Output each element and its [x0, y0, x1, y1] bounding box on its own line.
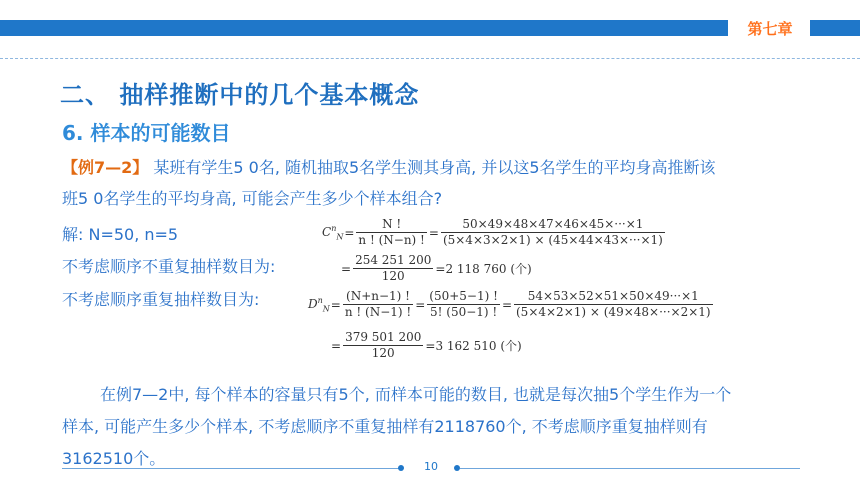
example-text-2: 班5 0名学生的平均身高, 可能会产生多少个样本组合? [62, 189, 443, 208]
conclusion-line-3: 3162510个。 [62, 449, 166, 468]
formula2-result-frac: $\frac{379 501 200}{120}$ [345, 330, 422, 360]
formula1-frac-2: $\frac{50\times 49\times 48\times 47\times 46\times 45\times\cdot\cdot\cdot\times 1}{(5\times 4\times 3\times 2\times 1) \times (45\times 44\times 43\times\cdot\cdot\cdot\times 1)}$ [442, 217, 663, 247]
footer-dot-left [398, 465, 404, 471]
example-line-1 [62, 155, 716, 178]
conclusion-line-2: 样本, 可能产生多少个样本, 不考虑顺序不重复抽样有2118760个, 不考虑顺序重复抽样则有 [62, 417, 708, 436]
section-title: 二、 抽样推断中的几个基本概念 [60, 81, 420, 109]
chapter-label: 第七章 [747, 20, 793, 38]
subsection-title: 6. 样本的可能数目 [62, 121, 231, 145]
repeat-label: 不考虑顺序重复抽样数目为: [62, 290, 260, 309]
formula2-frac-1: $\frac{(N+n-1) !}{n ! (N-1) !}$ [344, 289, 412, 319]
formula2-symbol: $D^n_N$ [308, 295, 330, 314]
example-tag: 【例7—2】 [62, 158, 149, 177]
formula-repeat-result: = $\frac{379 501 200}{120}$ =3 162 510 (个) [331, 330, 522, 360]
formula-combination: $C^n_N=$ $\frac{N !}{n ! (N-n) !}$ = $\frac{50\times 49\times 48\times 47\times 46\times 45\times\cdot\cdot\cdot\times 1}{(5\times 4\times 3\times 2\times 1) \times (45\times 44\times 43\times\cdot\cdot\cdot\times 1)}$ [322, 217, 663, 247]
formula1-frac-1: $\frac{N !}{n ! (N-n) !}$ [358, 217, 425, 247]
conclusion-line-1: 在例7—2中, 每个样本的容量只有5个, 而样本可能的数目, 也就是每次抽5个学生作为一个 [100, 385, 732, 404]
no-repeat-label: 不考虑顺序不重复抽样数目为: [62, 257, 276, 276]
solution-given: 解: N=50, n=5 [62, 225, 179, 244]
footer-line-right [460, 468, 800, 469]
formula1-result-frac: $\frac{254 251 200}{120}$ [355, 253, 432, 283]
formula1-symbol: $C^n_N$ [322, 223, 344, 242]
page-number: 10 [424, 460, 438, 473]
header-divider [0, 58, 860, 59]
formula2-frac-2: $\frac{(50+5-1) !}{5! (50-1) !}$ [429, 289, 498, 319]
footer-line-left [62, 468, 400, 469]
formula2-frac-3: $\frac{54\times 53\times 52\times 51\times 50\times 49\cdot\cdot\cdot\times 1}{(5\times 4\times 2\times 1) \times (49\times 48\times\cdot\cdot\cdot\times 2\times 1)}$ [516, 289, 711, 319]
example-text-1: 某班有学生5 0名, 随机抽取5名学生测其身高, 并以这5名学生的平均身高推断该 [148, 158, 716, 177]
header-bar-left [0, 20, 728, 36]
header-bar-right [810, 20, 860, 36]
formula-combination-result: = $\frac{254 251 200}{120}$ =2 118 760 (个) [341, 253, 532, 283]
formula-repeat: $D^n_N=$ $\frac{(N+n-1) !}{n ! (N-1) !}$ = $\frac{(50+5-1) !}{5! (50-1) !}$ = $\frac{54\times 53\times 52\times 51\times 50\times 49\cdot\cdot\cdot\times 1}{(5\times 4\times 2\times 1) \times (49\times 48\times\cdot\cdot\cdot\times 2\times 1)}$ [308, 289, 711, 319]
